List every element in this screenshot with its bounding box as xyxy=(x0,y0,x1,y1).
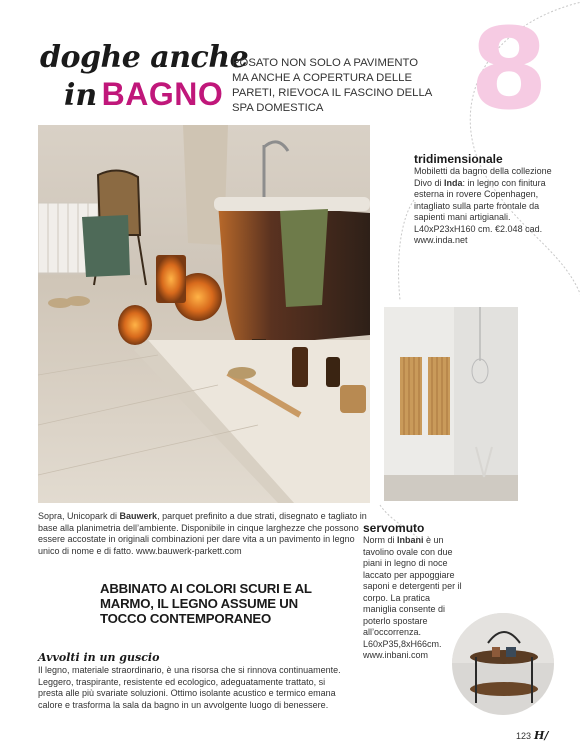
bathroom-photo xyxy=(38,125,370,503)
product-brand: Inbani xyxy=(397,535,424,545)
magazine-logo: H/ xyxy=(534,729,549,742)
pull-quote: ABBINATO AI COLORI SCURI E AL MARMO, IL LEGNO ASSUME UN TOCCO CONTEMPORANEO xyxy=(100,581,312,626)
side-table-photo xyxy=(452,613,554,715)
page-number: 123 xyxy=(516,731,532,741)
product-title: servomuto xyxy=(363,521,425,535)
caption-brand: Bauwerk xyxy=(119,511,158,521)
product-description xyxy=(363,535,463,662)
product-description-text: Mobiletti da bagno della collezione Divo di xyxy=(414,166,552,188)
photo-caption xyxy=(38,511,368,557)
product-brand: Inda xyxy=(444,177,463,188)
caption-text: Sopra, Unicopark di xyxy=(38,511,120,521)
product-title: tridimensionale xyxy=(414,152,503,166)
caption-text: , parquet prefinito a due strati, disegnato e tagliato in base alla planimetria dell’ambiente. Disponibile in cinque larghezze che possono essere accostate in originali combinazioni per dare vita a un pavimento in legno unico di nome e di fatto. www.bauwerk-parkett.com xyxy=(38,511,367,556)
page-folio xyxy=(516,729,548,742)
product-description-text: : in legno con finitura esterna in rovere Copenhagen, intagliato sulla parte frontale da sapienti mani artigianali. L40xP23xH160 cm. €2.048 cad. www.inda.net xyxy=(414,177,546,245)
page-title-line2 xyxy=(64,76,223,113)
product-block-tridimensionale xyxy=(414,152,564,247)
product-description xyxy=(414,166,564,247)
section-number: 8 xyxy=(470,5,548,135)
product-description-text: è un tavolino ovale con due piani in legno di noce laccato per appoggiare saponi e detergenti per il corpo. La pratica maniglia consente di poterlo spostare all’occorrenza. L60xP35,8xH66cm. www.inbani.com xyxy=(363,535,462,660)
subsection-body: Il legno, materiale straordinario, è una risorsa che si rinnova continuamente. Leggero, traspirante, resistente ed ecologico, adeguatamente trattato, si presta alle più svariate soluzioni. Ottimo isolante acustico e termico emana calore e trasforma la sala da bagno in un avvolgente luogo di benessere. xyxy=(38,665,341,710)
product-description-text: Norm di xyxy=(363,535,398,545)
cabinet-product-photo xyxy=(384,307,518,501)
title-bagno: BAGNO xyxy=(101,76,224,112)
product-block-servomuto xyxy=(363,521,463,662)
page-title-line1: doghe anche xyxy=(40,40,249,75)
intro-text: POSATO NON SOLO A PAVIMENTO MA ANCHE A COPERTURA DELLE PARETI, RIEVOCA IL FASCINO DELLA SPA DOMESTICA xyxy=(232,57,432,114)
subsection-heading: Avvolti in un guscio xyxy=(38,651,160,664)
title-in: in xyxy=(64,78,98,113)
